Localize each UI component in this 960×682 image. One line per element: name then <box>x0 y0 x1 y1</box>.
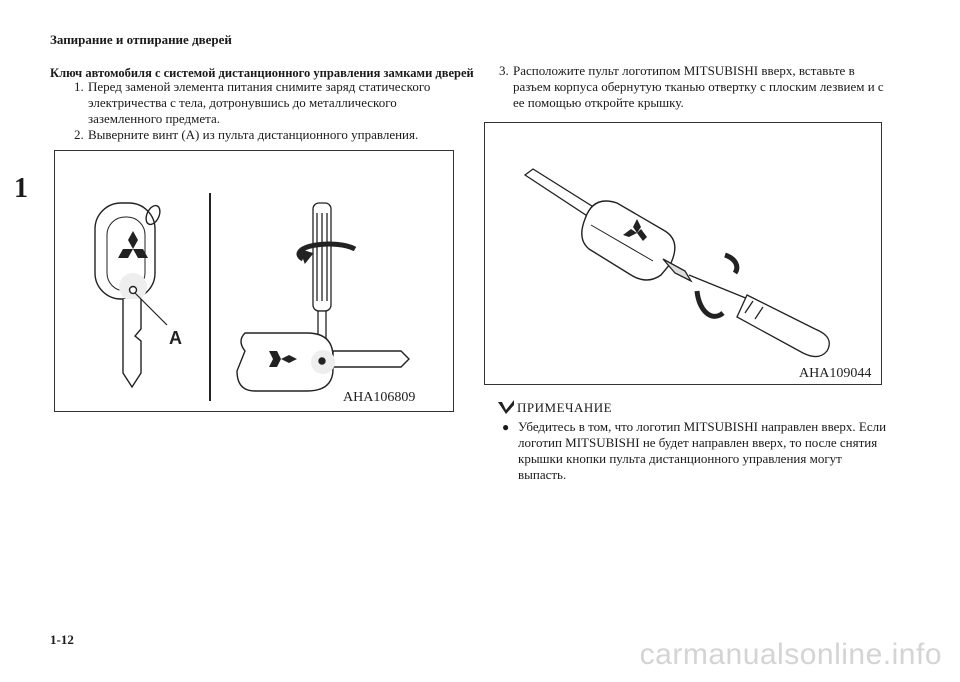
key-fob-icon <box>95 203 163 387</box>
step-number: 1. <box>74 79 84 94</box>
step-text: Расположите пульт логотипом MITSUBISHI вверх, вставьте в разъем корпуса обернутую тканью отвертку с плоским лезвием и с ее помощью откройте крышку. <box>513 63 884 110</box>
steps-right-column <box>499 63 894 111</box>
screwdriver-icon <box>663 259 829 357</box>
watermark: carmanualsonline.info <box>639 638 942 671</box>
step-item <box>74 79 474 127</box>
key-fob-horizontal-icon <box>237 333 409 391</box>
note-body <box>502 419 892 483</box>
step-item <box>74 127 474 143</box>
steps-left-column <box>74 79 474 143</box>
page-number: 1-12 <box>50 632 74 647</box>
note-heading <box>497 400 612 416</box>
figure-remove-screw <box>54 150 454 412</box>
bullet-icon: ● <box>502 420 510 434</box>
open-cover-illustration <box>485 123 883 386</box>
key-screw-illustration <box>55 151 455 413</box>
step-number: 2. <box>74 127 84 142</box>
figure-code: AHA106809 <box>343 390 416 405</box>
page-header-title: Запирание и отпирание дверей <box>50 32 232 47</box>
step-item <box>499 63 894 111</box>
step-text: Перед заменой элемента питания снимите заряд статического электричества с тела, дотронувшись до металлического заземленного предмета. <box>88 79 431 126</box>
callout-a-label: A <box>169 328 182 348</box>
step-text: Выверните винт (A) из пульта дистанционного управления. <box>88 127 419 142</box>
note-heading-label: ПРИМЕЧАНИЕ <box>517 400 613 415</box>
section-title: Ключ автомобиля с системой дистанционного управления замками дверей <box>50 66 474 80</box>
chapter-number: 1 <box>14 173 28 204</box>
figure-open-cover <box>484 122 882 385</box>
note-text: Убедитесь в том, что логотип MITSUBISHI направлен вверх. Если логотип MITSUBISHI не будет направлен вверх, то после снятия крышки кнопки пульта дистанционного управления могут выпасть. <box>518 419 887 482</box>
step-number: 3. <box>499 63 509 78</box>
key-fob-icon <box>582 201 675 280</box>
figure-code: AHA109044 <box>799 366 872 381</box>
